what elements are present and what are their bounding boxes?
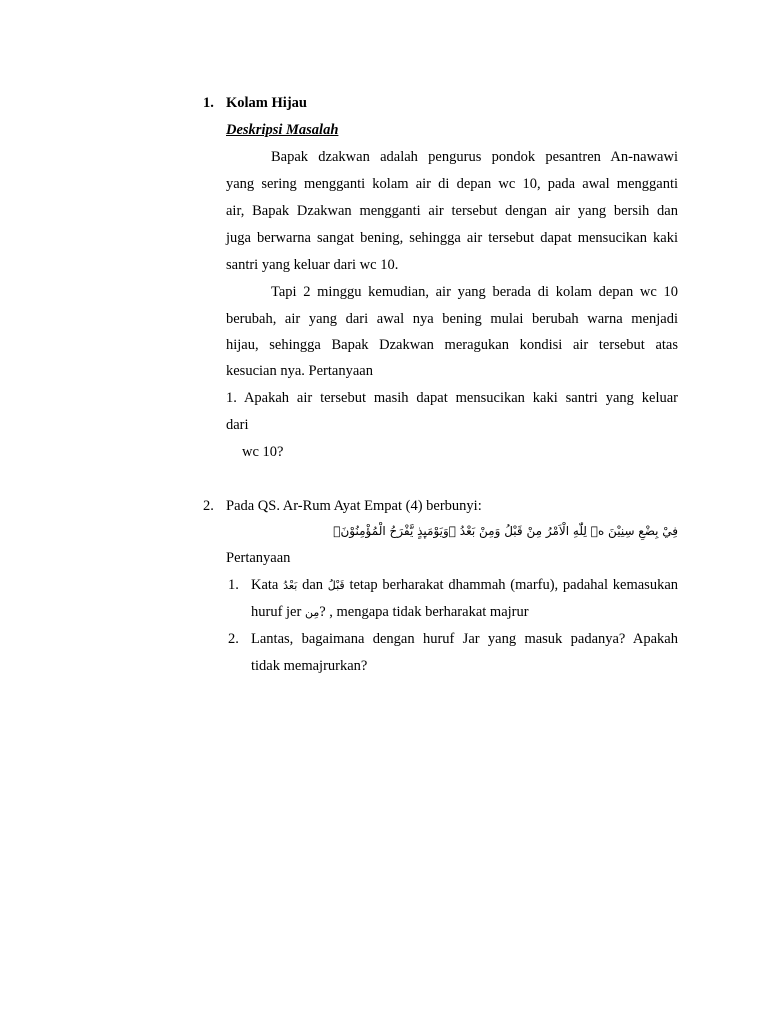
question-1-line: wc 10? — [242, 444, 284, 460]
sub-question-1-text: tetap berharakat dhammah (marfu), padahal kemasukan — [349, 577, 679, 593]
sub-question-1-text: ? , mengapa tidak berharakat majrur — [319, 604, 529, 620]
paragraph-1-line: yang sering mengganti kolam air di depan wc 10, pada awal mengganti — [226, 176, 678, 192]
paragraph-1-line: Bapak dzakwan adalah pengurus pondok pesantren An-nawawi — [271, 149, 678, 165]
paragraph-2-line: Tapi 2 minggu kemudian, air yang berada di kolam depan wc 10 — [271, 284, 678, 300]
sub-question-2-line-2: tidak memajrurkan? — [251, 658, 368, 674]
section-1-subtitle: Deskripsi Masalah — [226, 122, 339, 138]
arabic-verse: فِيْ بِضْعِ سِنِيْنَ ەۗ لِلّٰهِ الْاَمْرُ مِنْ قَبْلُ وَمِنْ بَعْدُ ۗوَيَوْمَىِٕذٍ يَّفْرَحُ الْمُؤْمِنُوْنَۙ — [333, 524, 678, 538]
paragraph-2-line: kesucian nya. Pertanyaan — [226, 363, 373, 379]
paragraph-1-line: santri yang keluar dari wc 10. — [226, 257, 399, 273]
arabic-word-qabla: قَبْلُ — [327, 579, 345, 592]
arabic-word-bada: بَعْدُ — [283, 579, 298, 592]
sub-question-2-number: 2. — [228, 631, 239, 647]
paragraph-1-line: air, Bapak Dzakwan mengganti air tersebut dengan air yang bersih dan — [226, 203, 678, 219]
sub-question-2-line-1: Lantas, bagaimana dengan huruf Jar yang masuk padanya? Apakah — [251, 631, 678, 647]
arabic-word-min: مِن — [304, 606, 320, 619]
section-2-intro: Pada QS. Ar-Rum Ayat Empat (4) berbunyi: — [226, 498, 482, 514]
question-1-line: 1. Apakah air tersebut masih dapat mensucikan kaki santri yang keluar — [226, 390, 678, 406]
question-label: Pertanyaan — [226, 550, 291, 566]
sub-question-1-text: Kata — [251, 577, 279, 593]
question-1-line: dari — [226, 417, 249, 433]
paragraph-2-line: hijau, sehingga Bapak Dzakwan meragukan kondisi air tersebut atas — [226, 337, 678, 353]
paragraph-1-line: juga berwarna sangat bening, sehingga air tersebut dapat mensucikan kaki — [226, 230, 678, 246]
sub-question-1-line-1 — [251, 576, 678, 595]
sub-question-1-text: dan — [302, 577, 323, 593]
sub-question-1-text: huruf jer — [251, 604, 302, 620]
section-1-title: Kolam Hijau — [226, 95, 307, 111]
sub-question-1-number: 1. — [228, 577, 239, 593]
section-2-number: 2. — [203, 498, 214, 514]
sub-question-1-line-2 — [251, 603, 529, 622]
paragraph-2-line: berubah, air yang dari awal nya bening mulai berubah warna menjadi — [226, 311, 678, 327]
section-1-number: 1. — [203, 95, 214, 111]
